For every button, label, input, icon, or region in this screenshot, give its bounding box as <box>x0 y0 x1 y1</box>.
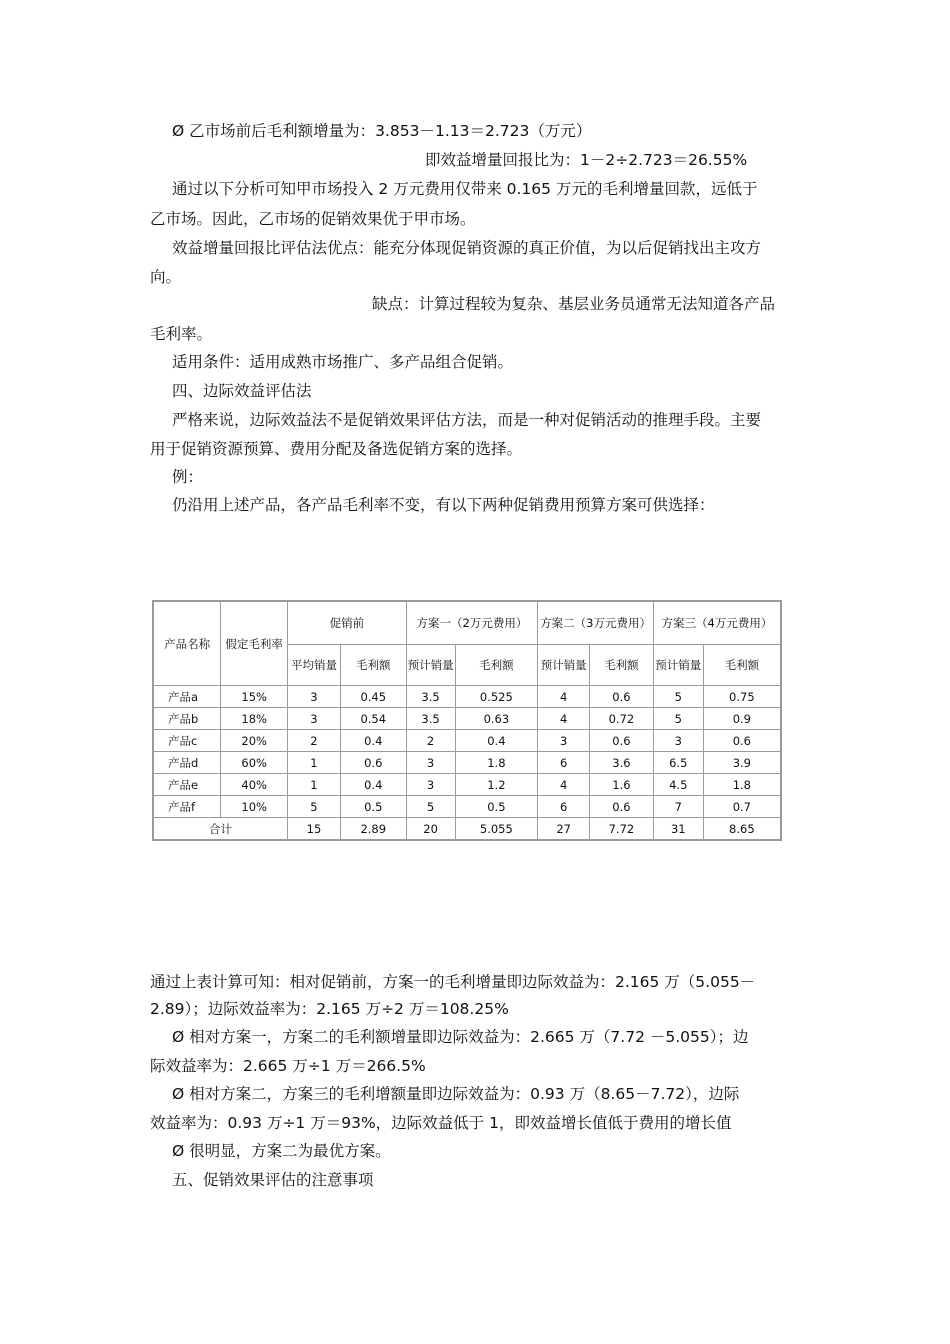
cell-value: 3 <box>288 686 341 708</box>
cell-value: 2 <box>406 730 455 752</box>
header-est-sales: 预计销量 <box>653 645 703 686</box>
cell-product: 产品f <box>153 796 221 818</box>
cell-value: 5 <box>653 686 703 708</box>
text-line: 仍沿用上述产品，各产品毛利率不变，有以下两种促销费用预算方案可供选择： <box>172 496 715 514</box>
text-line: 严格来说，边际效益法不是促销效果评估方法，而是一种对促销活动的推理手段。主要 <box>172 411 762 429</box>
cell-value: 6 <box>538 752 590 774</box>
cell-value: 4 <box>538 708 590 730</box>
text-line: Ø 乙市场前后毛利额增量为：3.853－1.13＝2.723（万元） <box>172 122 592 140</box>
cell-value: 0.72 <box>590 708 654 730</box>
text-line: 通过以下分析可知甲市场投入 2 万元费用仅带来 0.165 万元的毛利增量回款，远低于 <box>172 180 758 198</box>
cell-value: 0.6 <box>703 730 781 752</box>
cell-value: 0.5 <box>340 796 406 818</box>
cell-value: 0.54 <box>340 708 406 730</box>
cell-value: 3 <box>406 752 455 774</box>
cell-total: 5.055 <box>455 818 538 841</box>
header-margin-rate: 假定毛利率 <box>221 601 288 686</box>
cell-value: 0.9 <box>703 708 781 730</box>
text-line: 适用条件：适用成熟市场推广、多产品组合促销。 <box>172 353 514 371</box>
cell-total: 2.89 <box>340 818 406 841</box>
header-plan-3: 方案三（4万元费用） <box>653 601 781 645</box>
cell-rate: 18% <box>221 708 288 730</box>
header-plan-2: 方案二（3万元费用） <box>538 601 654 645</box>
header-before-promo: 促销前 <box>288 601 407 645</box>
cell-value: 4.5 <box>653 774 703 796</box>
text-line: 乙市场。因此，乙市场的促销效果优于甲市场。 <box>150 210 476 228</box>
text-line: 效益率为：0.93 万÷1 万＝93%，边际效益低于 1，即效益增长值低于费用的增长值 <box>150 1114 732 1132</box>
cell-value: 0.5 <box>455 796 538 818</box>
cell-value: 3.5 <box>406 686 455 708</box>
cell-total: 27 <box>538 818 590 841</box>
cell-value: 6.5 <box>653 752 703 774</box>
cell-value: 0.525 <box>455 686 538 708</box>
cell-value: 7 <box>653 796 703 818</box>
cell-value: 0.6 <box>590 730 654 752</box>
cell-value: 3 <box>288 708 341 730</box>
text-line: 际效益率为：2.665 万÷1 万＝266.5% <box>150 1057 426 1075</box>
table-row <box>153 774 781 796</box>
cell-rate: 60% <box>221 752 288 774</box>
cell-value: 5 <box>288 796 341 818</box>
cell-value: 0.45 <box>340 686 406 708</box>
section-heading: 五、促销效果评估的注意事项 <box>172 1171 374 1189</box>
text-line: 毛利率。 <box>150 325 213 343</box>
cell-total: 8.65 <box>703 818 781 841</box>
cell-value: 1.6 <box>590 774 654 796</box>
section-heading: 四、边际效益评估法 <box>172 382 312 400</box>
cell-value: 0.4 <box>340 774 406 796</box>
table-row <box>153 752 781 774</box>
cell-value: 0.6 <box>340 752 406 774</box>
header-plan-1: 方案一（2万元费用） <box>406 601 538 645</box>
text-line: Ø 很明显，方案二为最优方案。 <box>172 1142 391 1160</box>
header-product-name: 产品名称 <box>153 601 221 686</box>
budget-plan-table <box>152 600 782 841</box>
header-est-sales: 预计销量 <box>406 645 455 686</box>
cell-total: 7.72 <box>590 818 654 841</box>
cell-value: 1 <box>288 774 341 796</box>
cell-value: 6 <box>538 796 590 818</box>
cell-total-label: 合计 <box>153 818 288 841</box>
table-total-row <box>153 818 781 841</box>
cell-value: 0.4 <box>340 730 406 752</box>
cell-rate: 20% <box>221 730 288 752</box>
text-line: 2.89）；边际效益率为：2.165 万÷2 万＝108.25% <box>150 1000 509 1018</box>
cell-value: 0.6 <box>590 796 654 818</box>
header-est-sales: 预计销量 <box>538 645 590 686</box>
header-profit: 毛利额 <box>703 645 781 686</box>
cell-value: 5 <box>653 708 703 730</box>
cell-value: 0.7 <box>703 796 781 818</box>
text-line: 效益增量回报比评估法优点：能充分体现促销资源的真正价值，为以后促销找出主攻方 <box>172 239 762 257</box>
table-row <box>153 708 781 730</box>
table-row <box>153 686 781 708</box>
text-line: 即效益增量回报比为：1－2÷2.723＝26.55% <box>425 151 748 169</box>
text-line: Ø 相对方案二，方案三的毛利增额量即边际效益为：0.93 万（8.65－7.72），边际 <box>172 1085 740 1103</box>
cell-total: 15 <box>288 818 341 841</box>
cell-value: 3.6 <box>590 752 654 774</box>
text-line: 通过上表计算可知：相对促销前，方案一的毛利增量即边际效益为：2.165 万（5.055－ <box>150 973 756 991</box>
cell-value: 3 <box>538 730 590 752</box>
cell-rate: 15% <box>221 686 288 708</box>
cell-value: 1.8 <box>455 752 538 774</box>
header-profit: 毛利额 <box>590 645 654 686</box>
cell-total: 20 <box>406 818 455 841</box>
cell-value: 0.4 <box>455 730 538 752</box>
cell-value: 1.2 <box>455 774 538 796</box>
header-avg-sales: 平均销量 <box>288 645 341 686</box>
cell-value: 2 <box>288 730 341 752</box>
cell-value: 3 <box>653 730 703 752</box>
text-line: 向。 <box>150 268 182 286</box>
cell-value: 3 <box>406 774 455 796</box>
header-profit: 毛利额 <box>340 645 406 686</box>
cell-product: 产品a <box>153 686 221 708</box>
cell-value: 0.6 <box>590 686 654 708</box>
text-line: Ø 相对方案一，方案二的毛利额增量即边际效益为：2.665 万（7.72 －5.055）；边 <box>172 1028 749 1046</box>
text-line: 例： <box>172 468 204 486</box>
cell-product: 产品c <box>153 730 221 752</box>
cell-value: 4 <box>538 774 590 796</box>
cell-product: 产品b <box>153 708 221 730</box>
cell-total: 31 <box>653 818 703 841</box>
cell-value: 1 <box>288 752 341 774</box>
cell-value: 0.75 <box>703 686 781 708</box>
cell-value: 3.9 <box>703 752 781 774</box>
text-line: 用于促销资源预算、费用分配及备选促销方案的选择。 <box>150 440 523 458</box>
table-row <box>153 796 781 818</box>
cell-value: 5 <box>406 796 455 818</box>
cell-value: 1.8 <box>703 774 781 796</box>
cell-product: 产品e <box>153 774 221 796</box>
table-row <box>153 730 781 752</box>
cell-product: 产品d <box>153 752 221 774</box>
text-line: 缺点：计算过程较为复杂、基层业务员通常无法知道各产品 <box>372 295 776 313</box>
cell-rate: 10% <box>221 796 288 818</box>
cell-value: 3.5 <box>406 708 455 730</box>
cell-value: 4 <box>538 686 590 708</box>
cell-value: 0.63 <box>455 708 538 730</box>
header-profit: 毛利额 <box>455 645 538 686</box>
cell-rate: 40% <box>221 774 288 796</box>
